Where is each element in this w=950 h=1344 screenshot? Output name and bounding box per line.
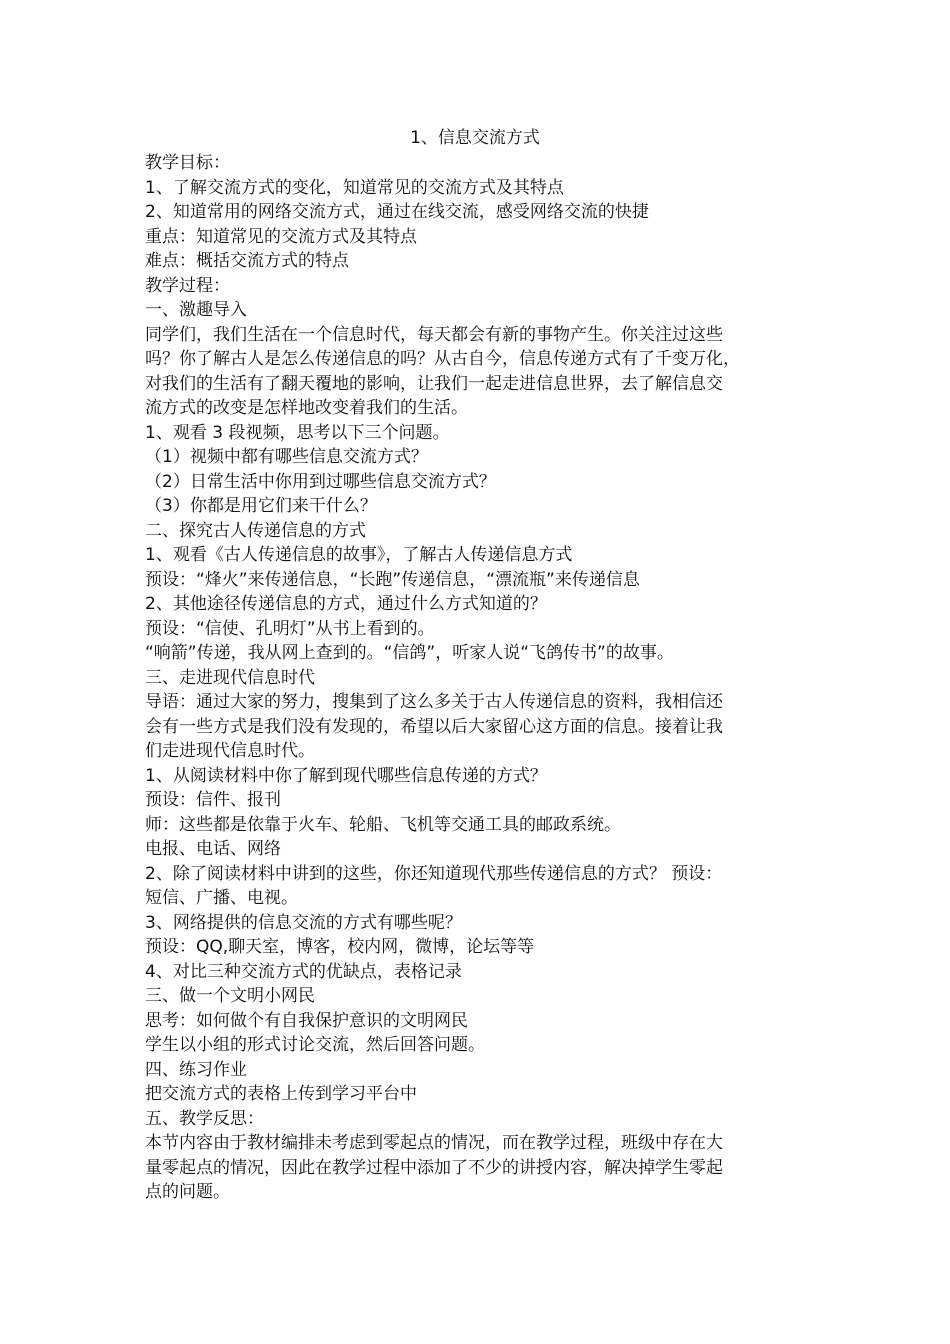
document-line: 预设：信件、报刊 bbox=[145, 790, 281, 810]
document-line: 重点：知道常见的交流方式及其特点 bbox=[145, 226, 417, 247]
document-line: 预设：QQ,聊天室，博客，校内网，微博，论坛等等 bbox=[145, 937, 535, 957]
document-line: 对我们的生活有了翻天覆地的影响，让我们一起走进信息世界，去了解信息交 bbox=[145, 373, 723, 394]
document-line: 师：这些都是依靠于火车、轮船、飞机等交通工具的邮政系统。 bbox=[145, 814, 621, 835]
document-line: 本节内容由于教材编排未考虑到零起点的情况，而在教学过程，班级中存在大 bbox=[145, 1133, 723, 1153]
document-line: 2、其他途径传递信息的方式，通过什么方式知道的？ bbox=[145, 594, 547, 614]
document-line: 流方式的改变是怎样地改变着我们的生活。 bbox=[145, 398, 468, 418]
document-body bbox=[145, 151, 810, 1205]
document-line: 三、走进现代信息时代 bbox=[145, 667, 315, 688]
document-line: 一、激趣导入 bbox=[145, 300, 247, 320]
document-line: 点的问题。 bbox=[145, 1182, 230, 1202]
document-line: （2）日常生活中你用到过哪些信息交流方式？ bbox=[145, 471, 496, 492]
document-line: 思考：如何做个有自我保护意识的文明网民 bbox=[145, 1010, 468, 1031]
document-line: 1、观看 3 段视频，思考以下三个问题。 bbox=[145, 422, 450, 443]
document-line: 三、做一个文明小网民 bbox=[145, 986, 315, 1006]
document-line: “响箭”传递，我从网上查到的。“信鸽”，听家人说“飞鸽传书”的故事。 bbox=[145, 643, 674, 663]
document-line: 2、知道常用的网络交流方式，通过在线交流，感受网络交流的快捷 bbox=[145, 202, 649, 222]
document-line: 4、对比三种交流方式的优缺点，表格记录 bbox=[145, 961, 462, 982]
document-line: 1、观看《古人传递信息的故事》，了解古人传递信息方式 bbox=[145, 545, 573, 565]
document-line: 导语：通过大家的努力，搜集到了这么多关于古人传递信息的资料，我相信还 bbox=[145, 692, 723, 712]
document-line: 3、网络提供的信息交流的方式有哪些呢？ bbox=[145, 912, 462, 933]
document-line: 短信、广播、电视。 bbox=[145, 888, 298, 908]
document-title: 1、信息交流方式 bbox=[410, 128, 540, 148]
document-line: 会有一些方式是我们没有发现的，希望以后大家留心这方面的信息。接着让我 bbox=[145, 716, 723, 737]
document-line: 五、教学反思： bbox=[145, 1108, 264, 1129]
document-line: （1）视频中都有哪些信息交流方式？ bbox=[145, 447, 428, 467]
document-line: 同学们，我们生活在一个信息时代，每天都会有新的事物产生。你关注过这些 bbox=[145, 324, 723, 345]
document-line: 1、了解交流方式的变化，知道常见的交流方式及其特点 bbox=[145, 177, 564, 198]
document-line: 预设：“烽火”来传递信息，“长跑”传递信息，“漂流瓶”来传递信息 bbox=[145, 569, 640, 590]
document-line: 教学过程： bbox=[145, 275, 230, 296]
document-line: 1、从阅读材料中你了解到现代哪些信息传递的方式？ bbox=[145, 765, 547, 786]
document-line: 预设：“信使、孔明灯”从书上看到的。 bbox=[145, 618, 435, 639]
document-line: 把交流方式的表格上传到学习平台中 bbox=[145, 1084, 417, 1104]
document-line: 吗？你了解古人是怎么传递信息的吗？从古自今，信息传递方式有了千变万化， bbox=[145, 349, 740, 369]
document-line: 们走进现代信息时代。 bbox=[145, 741, 315, 761]
document-line: 2、除了阅读材料中讲到的这些，你还知道现代那些传递信息的方式？ 预设： bbox=[145, 863, 723, 884]
document-line: 教学目标： bbox=[145, 153, 230, 173]
document-line: 四、练习作业 bbox=[145, 1059, 247, 1080]
document-line: 电报、电话、网络 bbox=[145, 839, 281, 859]
document-line: 学生以小组的形式讨论交流，然后回答问题。 bbox=[145, 1035, 485, 1055]
document-line: 二、探究古人传递信息的方式 bbox=[145, 520, 366, 541]
document-line: （3）你都是用它们来干什么？ bbox=[145, 496, 377, 516]
document-line: 难点：概括交流方式的特点 bbox=[145, 251, 349, 271]
document-line: 量零起点的情况，因此在教学过程中添加了不少的讲授内容，解决掉学生零起 bbox=[145, 1157, 723, 1178]
